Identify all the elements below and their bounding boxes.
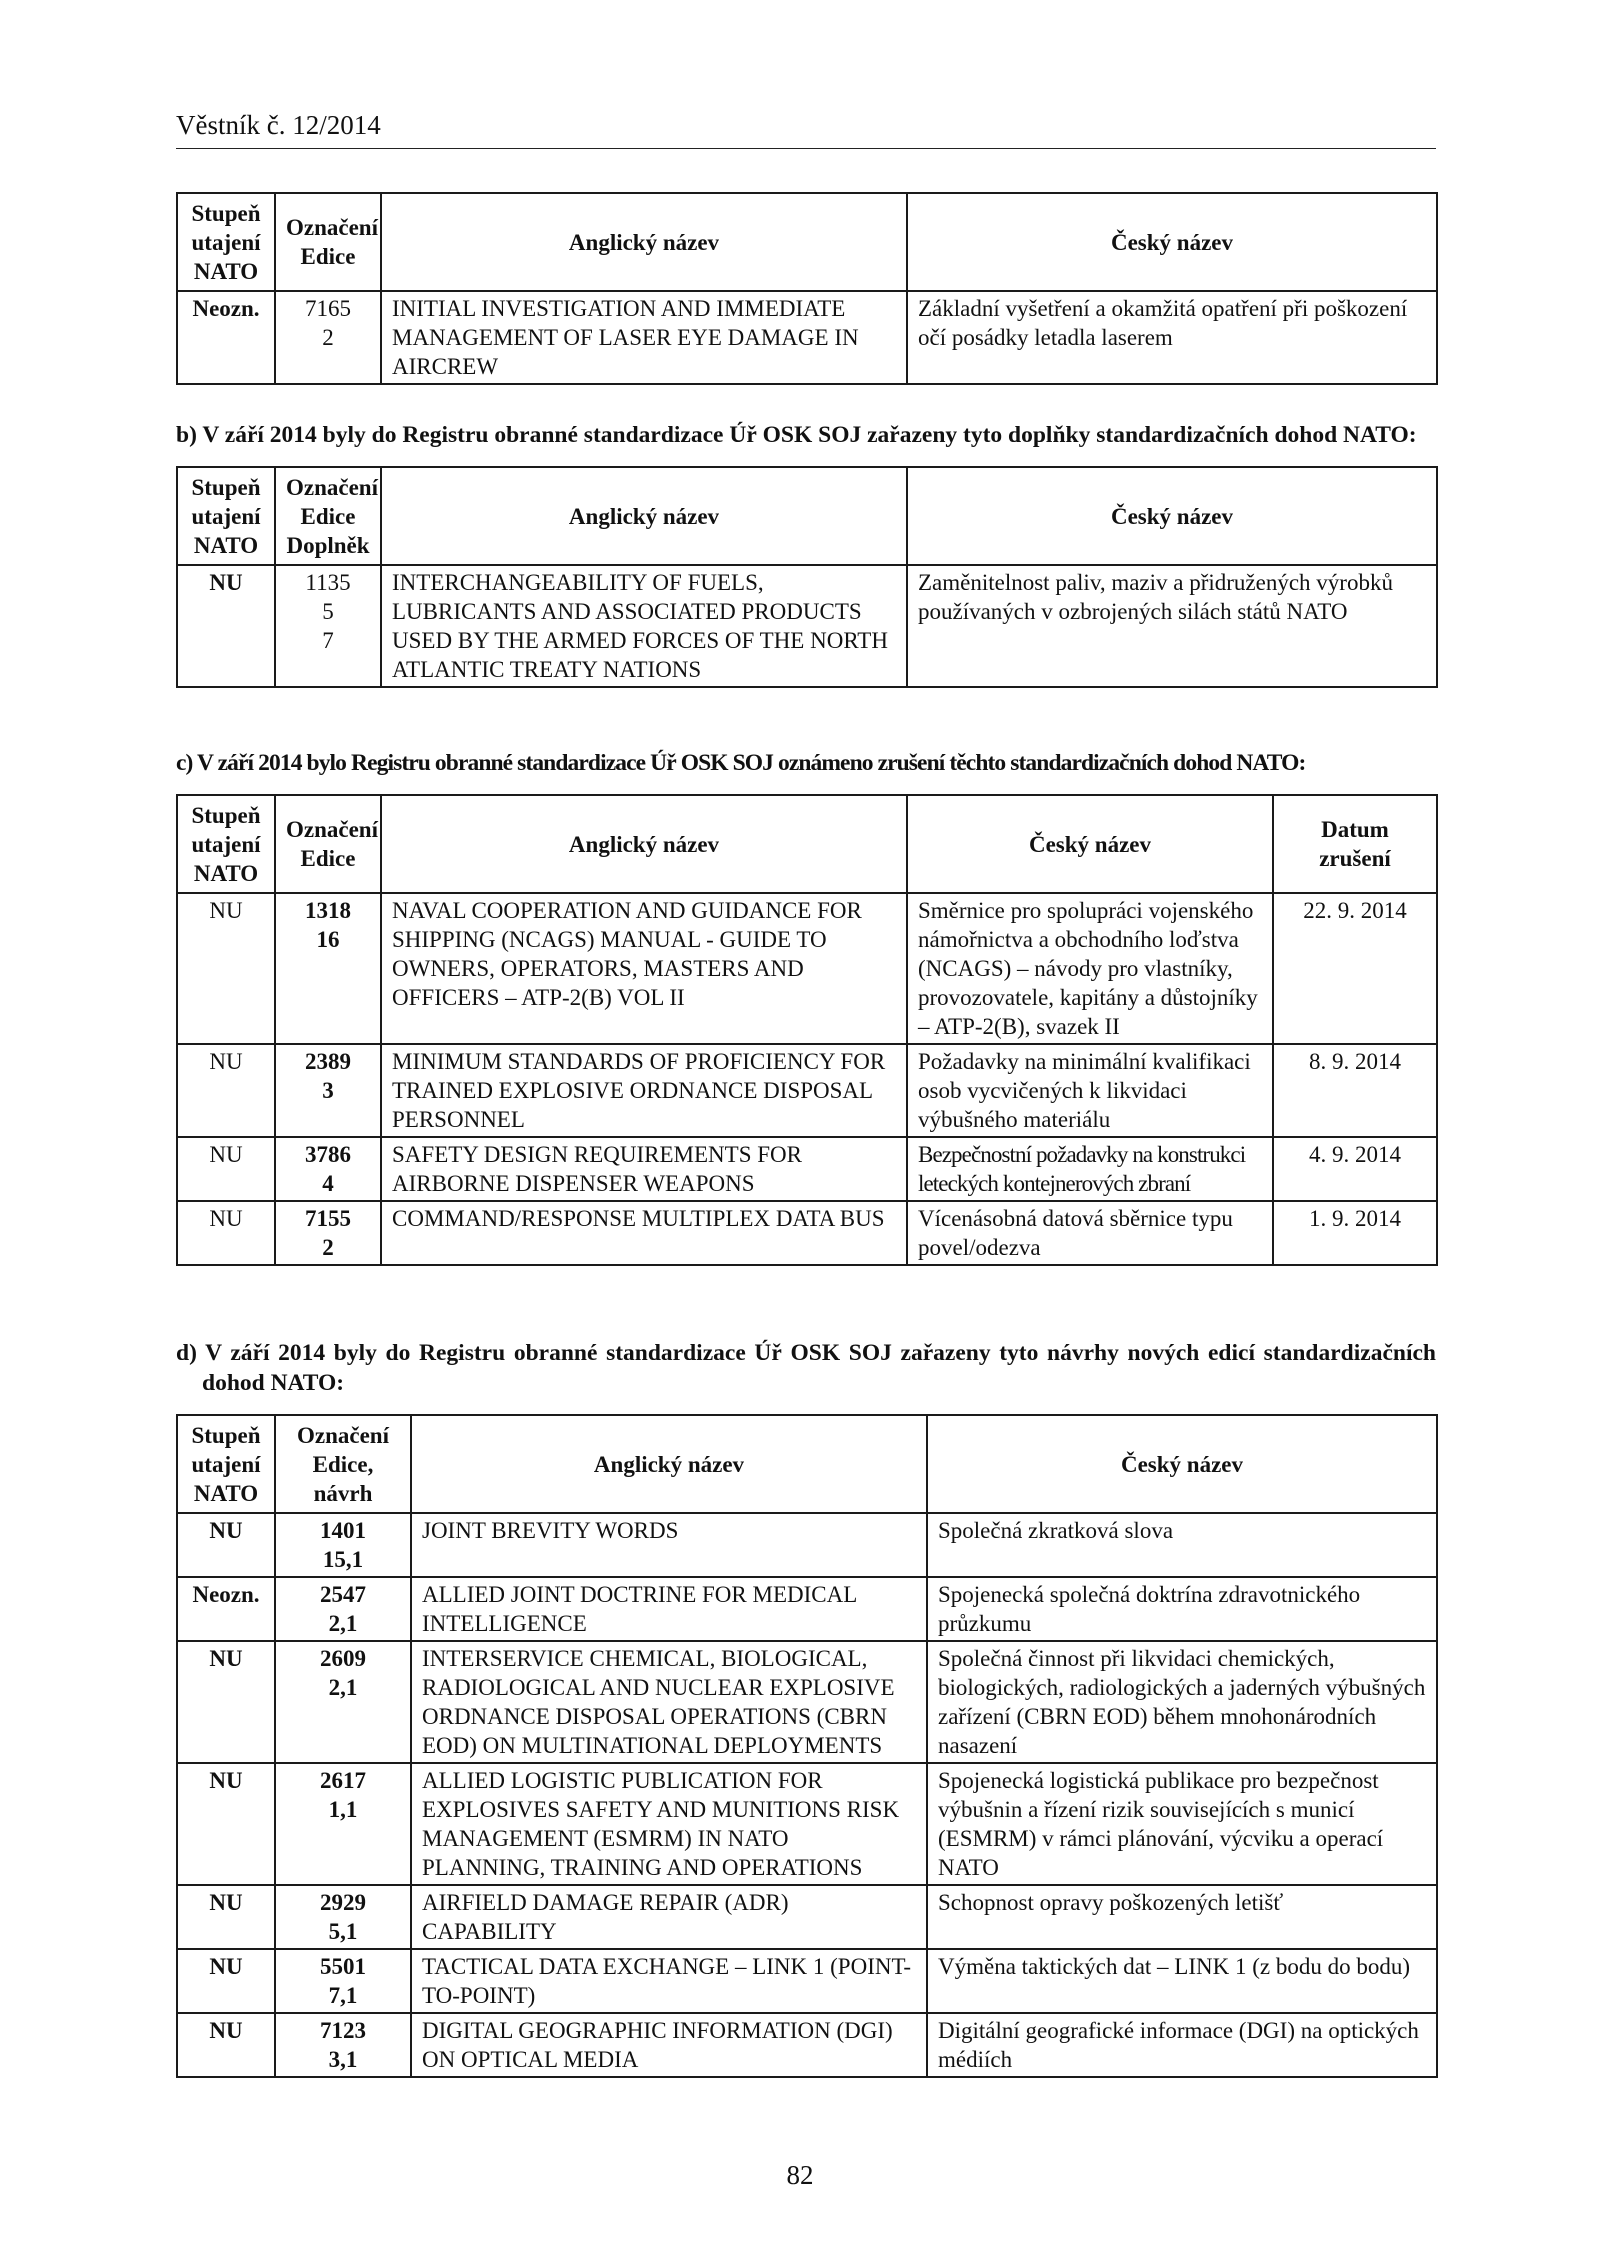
level-cell: NU	[177, 1513, 275, 1577]
czech-title: Výměna taktických dat – LINK 1 (z bodu do bodu)	[927, 1949, 1437, 2013]
header-czech: Český název	[907, 795, 1273, 893]
designation-cell	[275, 1949, 411, 2013]
section-b-title: b) V září 2014 byly do Registru obranné standardizace Úř OSK SOJ zařazeny tyto doplňky standardizačních dohod NATO:	[176, 422, 1417, 448]
english-title: DIGITAL GEOGRAPHIC INFORMATION (DGI) ON OPTICAL MEDIA	[411, 2013, 927, 2077]
stanag-code: 7155	[305, 1206, 351, 1231]
edition: 5,1	[328, 1919, 358, 1944]
designation-cell	[275, 1044, 381, 1137]
section-b	[176, 420, 1436, 688]
stanag-code: 2929	[320, 1890, 366, 1915]
section-d	[176, 1338, 1436, 2078]
table-header-row	[177, 1415, 1437, 1513]
designation-cell	[275, 1763, 411, 1885]
page-number: 82	[786, 2160, 814, 2190]
czech-title: Požadavky na minimální kvalifikaci osob vycvičených k likvidaci výbušného materiálu	[907, 1044, 1273, 1137]
header-cancel-date: Datum zrušení	[1273, 795, 1437, 893]
stanag-code: 7123	[320, 2018, 366, 2043]
table-row	[177, 1201, 1437, 1265]
designation-cell	[275, 2013, 411, 2077]
section-d-title: d) V září 2014 byly do Registru obranné standardizace Úř OSK SOJ zařazeny tyto návrhy nových edicí standardizačních dohod NATO:	[176, 1340, 1436, 1396]
czech-title: Schopnost opravy poškozených letišť	[927, 1885, 1437, 1949]
edition: 2,1	[328, 1675, 358, 1700]
english-title: JOINT BREVITY WORDS	[411, 1513, 927, 1577]
english-title: SAFETY DESIGN REQUIREMENTS FOR AIRBORNE DISPENSER WEAPONS	[381, 1137, 907, 1201]
table-row	[177, 1763, 1437, 1885]
header-level: Stupeň utajení NATO	[177, 1415, 275, 1513]
designation-cell	[275, 1641, 411, 1763]
english-title: ALLIED JOINT DOCTRINE FOR MEDICAL INTELLIGENCE	[411, 1577, 927, 1641]
cancel-date: 4. 9. 2014	[1273, 1137, 1437, 1201]
section-c-title: c) V září 2014 bylo Registru obranné standardizace Úř OSK SOJ oznámeno zrušení těchto standardizačních dohod NATO:	[176, 750, 1306, 776]
header-czech: Český název	[907, 193, 1437, 291]
czech-title: Společná činnost při likvidaci chemických, biologických, radiologických a jaderných výbušných zařízení (CBRN EOD) během mnohonárodních nasazení	[927, 1641, 1437, 1763]
czech-title: Spojenecká logistická publikace pro bezpečnost výbušnin a řízení rizik souvisejících s municí (ESMRM) v rámci plánování, výcviku a operací NATO	[927, 1763, 1437, 1885]
table-row	[177, 1513, 1437, 1577]
edition: 15,1	[322, 1547, 364, 1572]
edition: 1,1	[328, 1797, 358, 1822]
header-level: Stupeň utajení NATO	[177, 193, 275, 291]
stanag-code: 2609	[320, 1646, 366, 1671]
czech-title: Digitální geografické informace (DGI) na optických médiích	[927, 2013, 1437, 2077]
designation-cell	[275, 893, 381, 1044]
header-designation: Označení Edice	[275, 795, 381, 893]
level-cell: NU	[177, 1949, 275, 2013]
section-c	[176, 748, 1436, 1266]
edition: 2	[322, 325, 334, 350]
header-czech: Český název	[927, 1415, 1437, 1513]
table-header-row	[177, 467, 1437, 565]
table-c	[176, 794, 1438, 1266]
table-row	[177, 2013, 1437, 2077]
czech-title: Vícenásobná datová sběrnice typu povel/odezva	[907, 1201, 1273, 1265]
designation-cell	[275, 1885, 411, 1949]
table-row	[177, 1949, 1437, 2013]
table-header-row	[177, 193, 1437, 291]
czech-title: Bezpečnostní požadavky na konstrukci leteckých kontejnerových zbraní	[907, 1137, 1273, 1201]
cancel-date: 22. 9. 2014	[1273, 893, 1437, 1044]
designation-cell	[275, 1513, 411, 1577]
level-cell: NU	[177, 565, 275, 687]
english-title: INTERCHANGEABILITY OF FUELS, LUBRICANTS AND ASSOCIATED PRODUCTS USED BY THE ARMED FORCES OF THE NORTH ATLANTIC TREATY NATIONS	[381, 565, 907, 687]
stanag-code: 2547	[320, 1582, 366, 1607]
edition: 3	[322, 1078, 334, 1103]
header-english: Anglický název	[381, 795, 907, 893]
header-designation: Označení Edice, návrh	[275, 1415, 411, 1513]
table-row	[177, 893, 1437, 1044]
table-row	[177, 1137, 1437, 1201]
czech-title: Základní vyšetření a okamžitá opatření při poškození očí posádky letadla laserem	[907, 291, 1437, 384]
czech-title: Zaměnitelnost paliv, maziv a přidružených výrobků používaných v ozbrojených silách států NATO	[907, 565, 1437, 687]
stanag-code: 5501	[320, 1954, 366, 1979]
header-level: Stupeň utajení NATO	[177, 795, 275, 893]
supplement: 7	[322, 628, 334, 653]
header-level: Stupeň utajení NATO	[177, 467, 275, 565]
edition: 3,1	[328, 2047, 358, 2072]
table-row	[177, 1641, 1437, 1763]
level-cell: NU	[177, 2013, 275, 2077]
designation-cell	[275, 291, 381, 384]
section-a	[176, 192, 1436, 385]
table-d	[176, 1414, 1438, 2078]
level-cell: NU	[177, 893, 275, 1044]
cancel-date: 8. 9. 2014	[1273, 1044, 1437, 1137]
english-title: COMMAND/RESPONSE MULTIPLEX DATA BUS	[381, 1201, 907, 1265]
stanag-code: 1135	[305, 570, 351, 595]
header-english: Anglický název	[411, 1415, 927, 1513]
level-cell: NU	[177, 1763, 275, 1885]
english-title: INTERSERVICE CHEMICAL, BIOLOGICAL, RADIOLOGICAL AND NUCLEAR EXPLOSIVE ORDNANCE DISPOSAL OPERATIONS (CBRN EOD) ON MULTINATIONAL DEPLOYMENTS	[411, 1641, 927, 1763]
stanag-code: 2389	[305, 1049, 351, 1074]
header-english: Anglický název	[381, 193, 907, 291]
level-cell: NU	[177, 1201, 275, 1265]
table-row	[177, 1885, 1437, 1949]
bulletin-title: Věstník č. 12/2014	[176, 110, 381, 140]
designation-cell	[275, 1201, 381, 1265]
edition: 4	[322, 1171, 334, 1196]
stanag-code: 7165	[305, 296, 351, 321]
czech-title: Společná zkratková slova	[927, 1513, 1437, 1577]
table-row	[177, 565, 1437, 687]
edition: 2,1	[328, 1611, 358, 1636]
level-cell: NU	[177, 1044, 275, 1137]
designation-cell	[275, 565, 381, 687]
edition: 16	[316, 927, 340, 952]
level-cell: Neozn.	[177, 291, 275, 384]
czech-title: Spojenecká společná doktrína zdravotnického průzkumu	[927, 1577, 1437, 1641]
level-cell: Neozn.	[177, 1577, 275, 1641]
english-title: TACTICAL DATA EXCHANGE – LINK 1 (POINT-TO-POINT)	[411, 1949, 927, 2013]
designation-cell	[275, 1577, 411, 1641]
stanag-code: 2617	[320, 1768, 366, 1793]
edition: 5	[322, 599, 334, 624]
english-title: MINIMUM STANDARDS OF PROFICIENCY FOR TRAINED EXPLOSIVE ORDNANCE DISPOSAL PERSONNEL	[381, 1044, 907, 1137]
table-row	[177, 1577, 1437, 1641]
page-header	[176, 108, 1436, 149]
stanag-code: 1401	[320, 1518, 366, 1543]
english-title: NAVAL COOPERATION AND GUIDANCE FOR SHIPPING (NCAGS) MANUAL - GUIDE TO OWNERS, OPERATORS, MASTERS AND OFFICERS – ATP-2(B) VOL II	[381, 893, 907, 1044]
stanag-code: 3786	[305, 1142, 351, 1167]
stanag-code: 1318	[305, 898, 351, 923]
table-a	[176, 192, 1438, 385]
table-row	[177, 291, 1437, 384]
cancel-date: 1. 9. 2014	[1273, 1201, 1437, 1265]
table-b	[176, 466, 1438, 688]
english-title: ALLIED LOGISTIC PUBLICATION FOR EXPLOSIVES SAFETY AND MUNITIONS RISK MANAGEMENT (ESMRM) IN NATO PLANNING, TRAINING AND OPERATIONS	[411, 1763, 927, 1885]
level-cell: NU	[177, 1641, 275, 1763]
header-designation: Označení Edice	[275, 193, 381, 291]
level-cell: NU	[177, 1885, 275, 1949]
english-title: INITIAL INVESTIGATION AND IMMEDIATE MANAGEMENT OF LASER EYE DAMAGE IN AIRCREW	[381, 291, 907, 384]
czech-title: Směrnice pro spolupráci vojenského námořnictva a obchodního loďstva (NCAGS) – návody pro vlastníky, provozovatele, kapitány a důstojníky – ATP-2(B), svazek II	[907, 893, 1273, 1044]
table-header-row	[177, 795, 1437, 893]
table-row	[177, 1044, 1437, 1137]
edition: 7,1	[328, 1983, 358, 2008]
header-english: Anglický název	[381, 467, 907, 565]
english-title: AIRFIELD DAMAGE REPAIR (ADR) CAPABILITY	[411, 1885, 927, 1949]
designation-cell	[275, 1137, 381, 1201]
edition: 2	[322, 1235, 334, 1260]
header-czech: Český název	[907, 467, 1437, 565]
header-designation: Označení Edice Doplněk	[275, 467, 381, 565]
level-cell: NU	[177, 1137, 275, 1201]
